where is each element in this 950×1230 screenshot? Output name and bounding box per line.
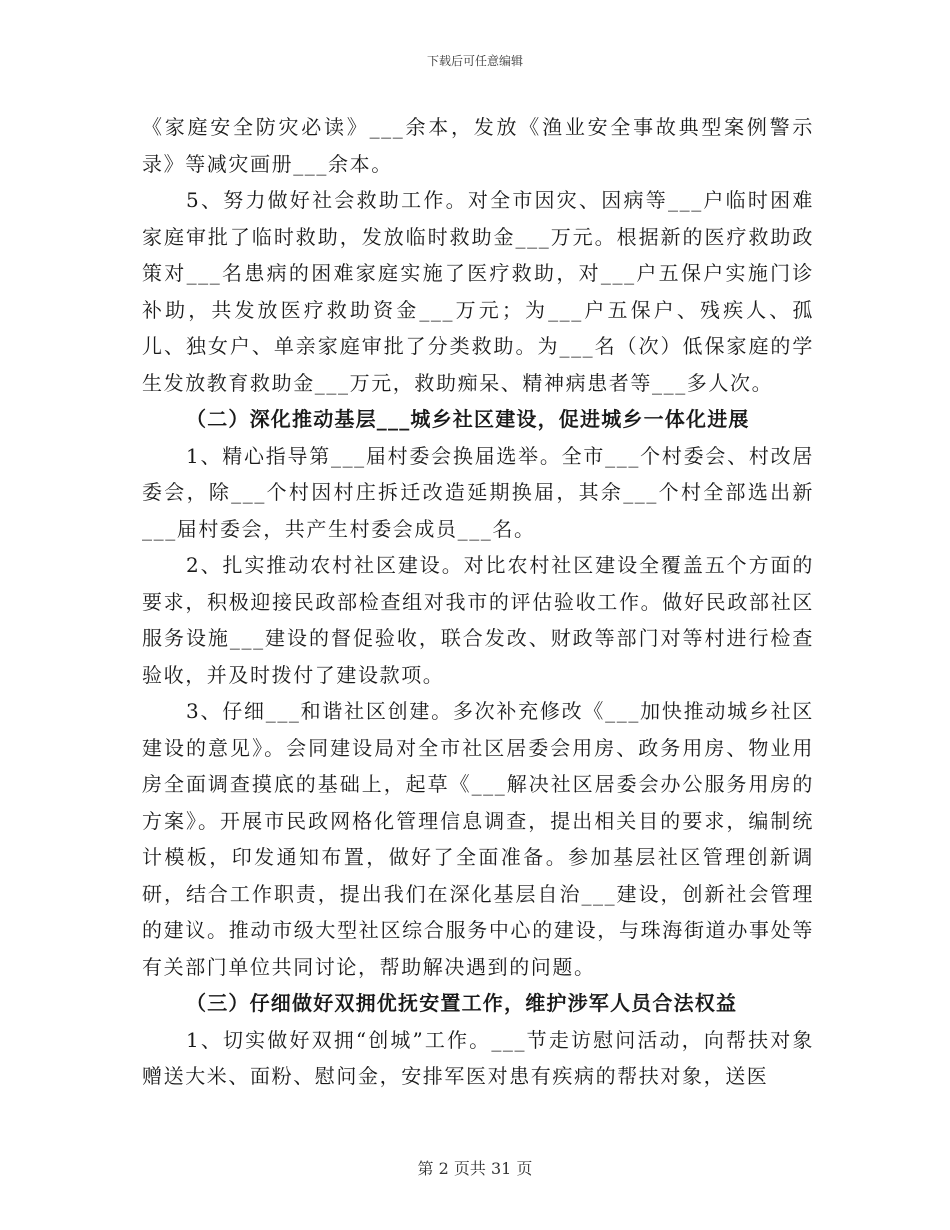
page-footer: 第 2 页共 31 页: [417, 1159, 533, 1178]
document-body: [142, 109, 814, 1095]
paragraph-rural-community: 2、扎实推动农村社区建设。对比农村社区建设全覆盖五个方面的要求，积极迎接民政部检查组对我市的评估验收工作。做好民政部社区服务设施___建设的督促验收，联合发改、财政等部门对等村进行检查验收，并及时拨付了建设款项。: [142, 553, 814, 687]
section-heading-community-building: （二）深化推动基层___城乡社区建设，促进城乡一体化进展: [186, 407, 750, 431]
paragraph-double-support: 1、切实做好双拥“创城”工作。___节走访慰问活动，向帮扶对象赠送大米、面粉、慰问金，安排军医对患有疾病的帮扶对象，送医: [142, 1027, 814, 1088]
paragraph-harmonious-community: 3、仔细___和谐社区创建。多次补充修改《___加快推动城乡社区建设的意见》。会同建设局对全市社区居委会用房、政务用房、物业用房全面调查摸底的基础上，起草《___解决社区居委会办公服务用房的方案》。开展市民政网格化管理信息调查，提出相关目的要求，编制统计模板，印发通知布置，做好了全面准备。参加基层社区管理创新调研，结合工作职责，提出我们在深化基层自治___建设，创新社会管理的建议。推动市级大型社区综合服务中心的建设，与珠海街道办事处等有关部门单位共同讨论，帮助解决遇到的问题。: [142, 699, 814, 979]
paragraph-village-election: 1、精心指导第___届村委会换届选举。全市___个村委会、村改居委会，除___个村因村庄拆迁改造延期换届，其余___个村全部选出新___届村委会，共产生村委会成员___名。: [142, 443, 814, 541]
paragraph-disaster-prevention-books: 《家庭安全防灾必读》___余本，发放《渔业安全事故典型案例警示录》等减灾画册___余本。: [142, 115, 814, 176]
paragraph-social-assistance: 5、努力做好社会救助工作。对全市因灾、因病等___户临时困难家庭审批了临时救助，发放临时救助金___万元。根据新的医疗救助政策对___名患病的困难家庭实施了医疗救助，对___户五保户实施门诊补助，共发放医疗救助资金___万元；为___户五保户、残疾人、孤儿、独女户、单亲家庭审批了分类救助。为___名（次）低保家庭的学生发放教育救助金___万元，救助痴呆、精神病患者等___多人次。: [142, 188, 814, 395]
page-header: 下载后可任意编辑: [426, 54, 523, 68]
section-heading-military-support: （三）仔细做好双拥优抚安置工作，维护涉军人员合法权益: [186, 991, 738, 1015]
